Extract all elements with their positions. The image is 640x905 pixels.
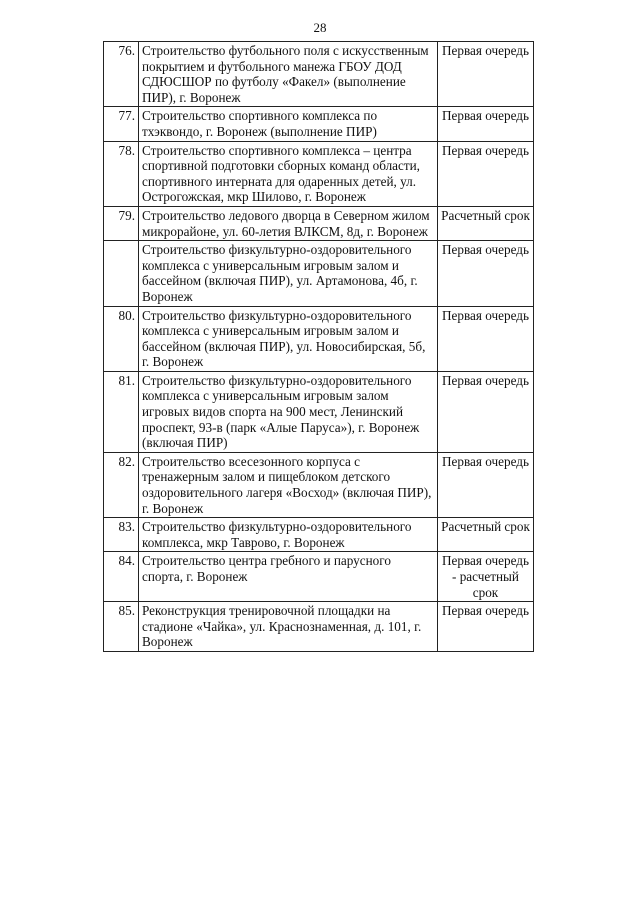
- objects-table: [103, 41, 534, 652]
- row-description: Строительство центра гребного и парусного спорта, г. Воронеж: [139, 552, 438, 602]
- table-row: [104, 141, 534, 206]
- table-row: [104, 107, 534, 141]
- table-row: [104, 241, 534, 306]
- table-body: [104, 42, 534, 652]
- row-description: Строительство физкультурно-оздоровительного комплекса с универсальным игровым залом и бассейном (включая ПИР), ул. Новосибирская, 5б, г. Воронеж: [139, 306, 438, 371]
- table-row: [104, 371, 534, 452]
- row-number: 84.: [104, 552, 139, 602]
- row-stage: Первая очередь: [438, 107, 534, 141]
- table-row: [104, 552, 534, 602]
- row-number: 80.: [104, 306, 139, 371]
- table-row: [104, 306, 534, 371]
- row-stage: Первая очередь - расчетный срок: [438, 552, 534, 602]
- row-description: Строительство ледового дворца в Северном жилом микрорайоне, ул. 60-летия ВЛКСМ, 8д, г. Воронеж: [139, 206, 438, 240]
- row-stage: Первая очередь: [438, 602, 534, 652]
- table-row: [104, 42, 534, 107]
- row-stage: Первая очередь: [438, 306, 534, 371]
- table-row: [104, 518, 534, 552]
- row-number: 76.: [104, 42, 139, 107]
- row-description: Строительство всесезонного корпуса с тренажерным залом и пищеблоком детского оздоровительного лагеря «Восход» (включая ПИР), г. Воронеж: [139, 452, 438, 517]
- row-number: 79.: [104, 206, 139, 240]
- row-stage: Первая очередь: [438, 42, 534, 107]
- table-row: [104, 452, 534, 517]
- row-stage: Первая очередь: [438, 452, 534, 517]
- row-description: Строительство спортивного комплекса по тхэквондо, г. Воронеж (выполнение ПИР): [139, 107, 438, 141]
- row-stage: Первая очередь: [438, 141, 534, 206]
- row-number: 83.: [104, 518, 139, 552]
- row-description: Строительство спортивного комплекса – центра спортивной подготовки сборных команд области, спортивного интерната для одаренных детей, ул. Острогожская, мкр Шилово, г. Воронеж: [139, 141, 438, 206]
- row-number: [104, 241, 139, 306]
- row-number: 81.: [104, 371, 139, 452]
- row-stage: Расчетный срок: [438, 206, 534, 240]
- row-description: Строительство физкультурно-оздоровительного комплекса с универсальным игровым залом игровых видов спорта на 900 мест, Ленинский проспект, 93-в (парк «Алые Паруса»), г. Воронеж (включая ПИР): [139, 371, 438, 452]
- table-row: [104, 602, 534, 652]
- row-number: 78.: [104, 141, 139, 206]
- row-description: Строительство физкультурно-оздоровительного комплекса, мкр Таврово, г. Воронеж: [139, 518, 438, 552]
- row-description: Строительство физкультурно-оздоровительного комплекса с универсальным игровым залом и бассейном (включая ПИР), ул. Артамонова, 4б, г. Воронеж: [139, 241, 438, 306]
- row-number: 77.: [104, 107, 139, 141]
- row-stage: Первая очередь: [438, 371, 534, 452]
- row-stage: Расчетный срок: [438, 518, 534, 552]
- row-number: 85.: [104, 602, 139, 652]
- row-number: 82.: [104, 452, 139, 517]
- row-stage: Первая очередь: [438, 241, 534, 306]
- page-number: 28: [313, 20, 327, 35]
- row-description: Реконструкция тренировочной площадки на стадионе «Чайка», ул. Краснознаменная, д. 101, г. Воронеж: [139, 602, 438, 652]
- table-row: [104, 206, 534, 240]
- row-description: Строительство футбольного поля с искусственным покрытием и футбольного манежа ГБОУ ДОД СДЮСШОР по футболу «Факел» (выполнение ПИР), г. Воронеж: [139, 42, 438, 107]
